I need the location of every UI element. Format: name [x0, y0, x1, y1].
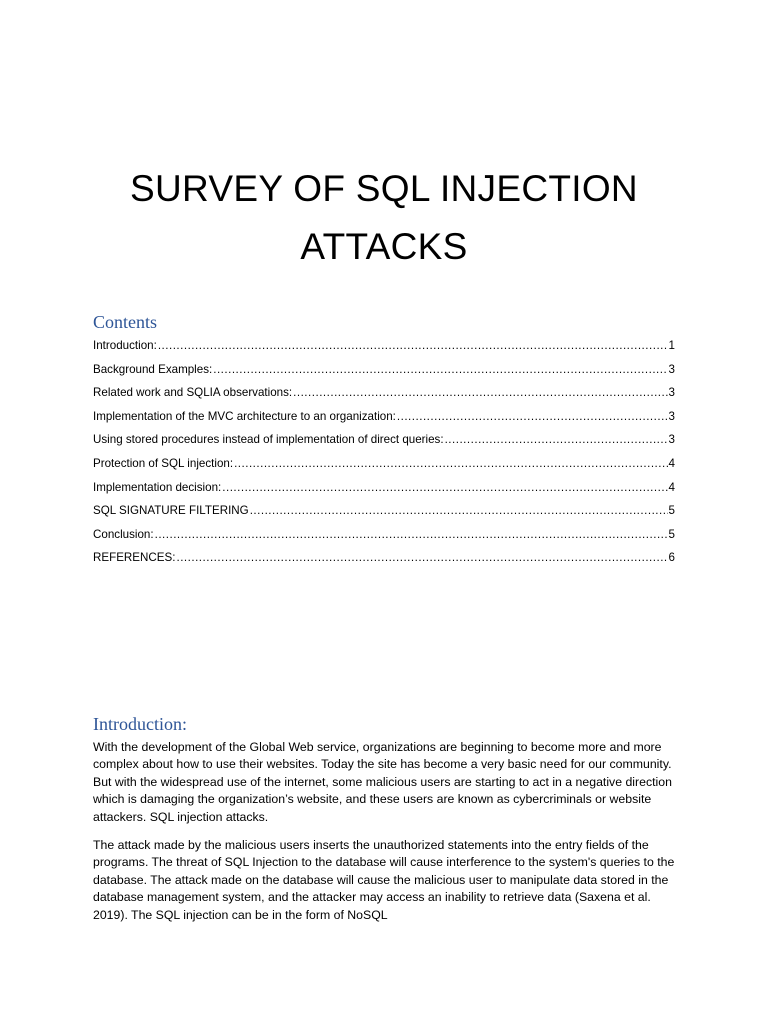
- toc-entry[interactable]: [93, 334, 675, 358]
- toc-page-number: 4: [668, 456, 675, 470]
- toc-entry[interactable]: [93, 381, 675, 405]
- toc-dot-leader: [176, 546, 667, 570]
- toc-entry[interactable]: [93, 546, 675, 570]
- toc-dot-leader: [397, 405, 668, 429]
- toc-entry[interactable]: [93, 499, 675, 523]
- introduction-paragraph-1: With the development of the Global Web service, organizations are beginning to become more and more complex about how to use their websites. Today the site has become a very basic need for our community. But with the widespread use of the internet, some malicious users are starting to act in a negative direction which is damaging the organization’s website, and these users are known as cybercriminals or website attackers. SQL injection attacks.: [93, 740, 672, 824]
- toc-entry[interactable]: [93, 476, 675, 500]
- toc-entry-label: Implementation decision:: [93, 480, 222, 494]
- toc-page-number: 3: [668, 433, 675, 447]
- toc-entry-label: Protection of SQL injection:: [93, 456, 234, 470]
- toc-dot-leader: [155, 523, 668, 547]
- toc-entry[interactable]: [93, 452, 675, 476]
- toc-dot-leader: [234, 452, 667, 476]
- toc-entry[interactable]: [93, 358, 675, 382]
- table-of-contents: [93, 334, 675, 570]
- toc-dot-leader: [213, 358, 667, 382]
- toc-entry[interactable]: [93, 428, 675, 452]
- toc-entry-label: SQL SIGNATURE FILTERING: [93, 504, 249, 518]
- introduction-heading: Introduction:: [93, 714, 187, 734]
- toc-entry-label: Background Examples:: [93, 362, 213, 376]
- toc-page-number: 6: [668, 551, 675, 565]
- toc-entry-label: Related work and SQLIA observations:: [93, 386, 293, 400]
- toc-entry-label: Implementation of the MVC architecture to an organization:: [93, 409, 396, 423]
- toc-dot-leader: [250, 499, 668, 523]
- toc-page-number: 3: [668, 409, 675, 423]
- toc-entry-label: REFERENCES:: [93, 551, 176, 565]
- toc-page-number: 3: [668, 386, 675, 400]
- introduction-paragraph-2: The attack made by the malicious users inserts the unauthorized statements into the entry fields of the programs. The threat of SQL Injection to the database will cause interference to the system's queries to the database. The attack made on the database will cause the malicious user to manipulate data stored in the database management system, and the attacker may access an inability to retrieve data (Saxena et al. 2019). The SQL injection can be in the form of NoSQL: [93, 838, 675, 922]
- toc-entry-label: Conclusion:: [93, 527, 154, 541]
- toc-dot-leader: [293, 381, 667, 405]
- toc-page-number: 5: [668, 504, 675, 518]
- toc-dot-leader: [222, 476, 667, 500]
- toc-entry-label: Introduction:: [93, 339, 157, 352]
- title-line-2: ATTACKS: [300, 226, 468, 267]
- toc-entry[interactable]: [93, 405, 675, 429]
- toc-page-number: 4: [668, 480, 675, 494]
- toc-entry[interactable]: [93, 523, 675, 547]
- toc-page-number: 5: [668, 527, 675, 541]
- contents-heading: Contents: [93, 312, 158, 332]
- toc-page-number: 3: [668, 362, 675, 376]
- toc-dot-leader: [158, 334, 668, 358]
- title-line-1: SURVEY OF SQL INJECTION: [130, 168, 638, 209]
- toc-page-number: 1: [668, 339, 675, 352]
- toc-dot-leader: [445, 428, 668, 452]
- toc-entry-label: Using stored procedures instead of implementation of direct queries:: [93, 433, 444, 447]
- document-title: [0, 160, 768, 276]
